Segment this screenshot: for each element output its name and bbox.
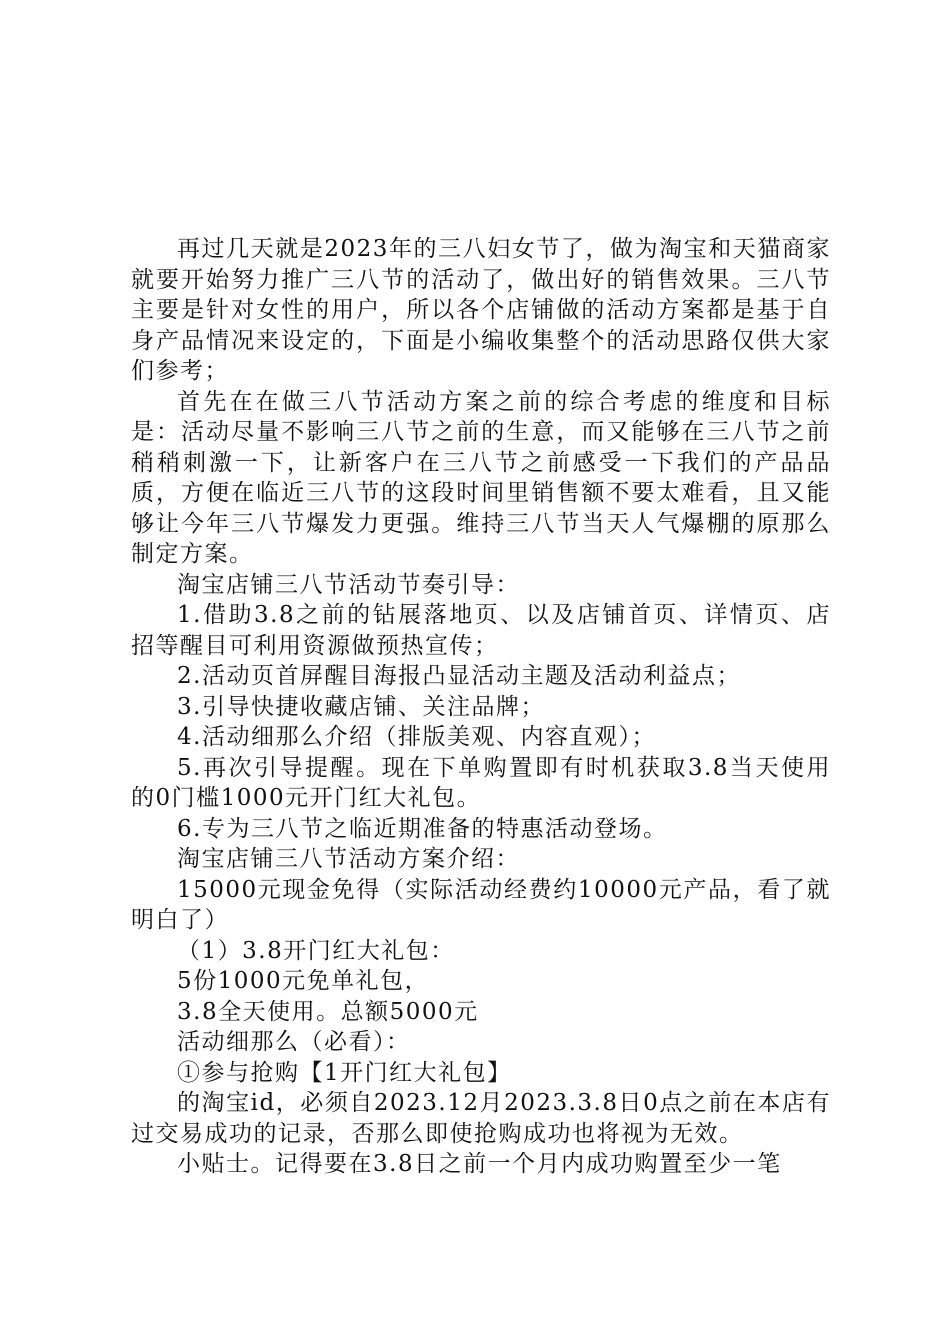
list-item: 1.借助3.8之前的钻展落地页、以及店铺首页、详情页、店招等醒目可利用资源做预热宣传； bbox=[131, 602, 831, 659]
list-item: 6.专为三八节之临近期准备的特惠活动登场。 bbox=[177, 815, 668, 842]
paragraph-intro: 再过几天就是2023年的三八妇女节了，做为淘宝和天猫商家就要开始努力推广三八节的活动了，做出好的销售效果。三八节主要是针对女性的用户，所以各个店铺做的活动方案都是基于自身产品情况来设定的，下面是小编收集整个的活动思路仅供大家们参考； bbox=[131, 236, 831, 384]
list-item: 2.活动页首屏醒目海报凸显活动主题及活动利益点； bbox=[177, 663, 741, 689]
list-item: 4.活动细那么介绍（排版美观、内容直观）； bbox=[177, 724, 656, 750]
section-heading-rhythm: 淘宝店铺三八节活动节奏引导： bbox=[177, 571, 520, 598]
paragraph-goals: 首先在在做三八节活动方案之前的综合考虑的维度和目标是：活动尽量不影响三八节之前的生意，而又能够在三八节之前稍稍刺激一下，让新客户在三八节之前感受一下我们的产品品质，方便在临近三八节的这段时间里销售额不要太难看，且又能够让今年三八节爆发力更强。维持三八节当天人气爆棚的原那么制定方案。 bbox=[131, 388, 831, 567]
list-item: 3.引导快捷收藏店铺、关注品牌； bbox=[177, 693, 545, 720]
section-heading-plan: 淘宝店铺三八节活动方案介绍： bbox=[177, 846, 520, 872]
paragraph-tip: 小贴士。记得要在3.8日之前一个月内成功购置至少一笔 bbox=[177, 1151, 782, 1177]
paragraph-gift-count: 5份1000元免单礼包， bbox=[177, 968, 430, 994]
paragraph-budget: 15000元现金免得（实际活动经费约10000元产品，看了就明白了） bbox=[131, 876, 831, 933]
list-item: 5.再次引导提醒。现在下单购置即有时机获取3.8当天使用的0门槛1000元开门红大礼包。 bbox=[131, 754, 831, 811]
paragraph-rule-1: ①参与抢购【1开门红大礼包】 bbox=[177, 1059, 512, 1086]
paragraph-gift-usage: 3.8全天使用。总额5000元 bbox=[177, 998, 479, 1025]
paragraph-gift-heading: （1）3.8开门红大礼包： bbox=[177, 937, 455, 964]
paragraph-rules-heading: 活动细那么（必看）： bbox=[177, 1029, 411, 1055]
paragraph-rule-detail: 的淘宝id，必须自2023.12月2023.3.8日0点之前在本店有过交易成功的记录，否那么即使抢购成功也将视为无效。 bbox=[131, 1090, 831, 1147]
document-body bbox=[131, 234, 831, 1180]
